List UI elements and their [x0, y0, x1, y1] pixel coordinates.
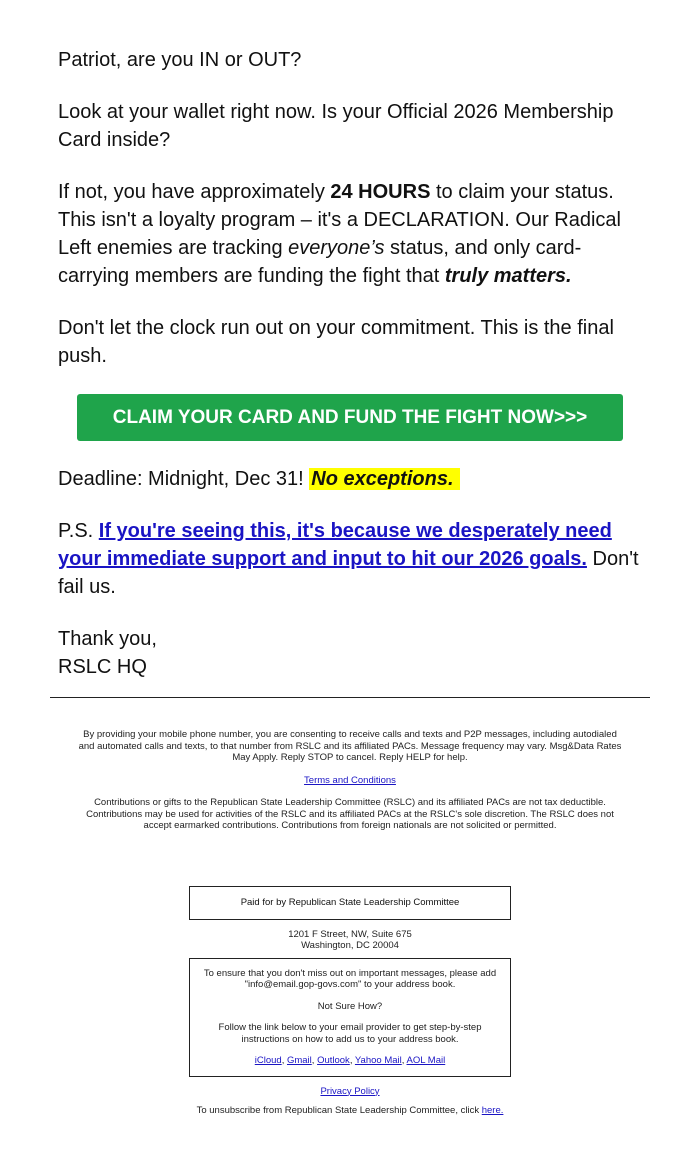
- greeting: Patriot, are you IN or OUT?: [58, 49, 302, 71]
- yahoo-mail-link[interactable]: Yahoo Mail: [354, 1055, 402, 1066]
- paid-for-text: Paid for by Republican State Leadership Committee: [240, 897, 460, 908]
- text: status, and only card-carrying members are funding the fight that: [58, 237, 582, 287]
- ps-paragraph: [58, 517, 648, 601]
- truly-matters-emphasis: truly matters.: [444, 265, 572, 287]
- unsubscribe-link[interactable]: here.: [481, 1104, 504, 1116]
- no-exceptions-highlight: No exceptions.: [309, 468, 459, 490]
- sms-disclaimer: By providing your mobile phone number, you are consenting to receive calls and texts and P2P messages, including autodialed and automated calls and texts, to that number from RSLC and its affiliated PACs. Message frequency may vary. Msg&Data Rates May Apply. Reply STOP to cancel. Reply HELP for help.: [78, 729, 622, 763]
- privacy-policy-link[interactable]: Privacy Policy: [320, 1085, 380, 1097]
- status-paragraph: [58, 178, 648, 290]
- gmail-link[interactable]: Gmail: [286, 1055, 312, 1066]
- deadline: [58, 465, 648, 493]
- icloud-link[interactable]: iCloud: [254, 1055, 282, 1066]
- outlook-link[interactable]: Outlook: [317, 1055, 350, 1066]
- ps-link[interactable]: If you're seeing this, it's because we desperately need your immediate support and input to hit our 2026 goals.: [58, 520, 612, 570]
- signoff-line: Thank you,: [58, 628, 157, 650]
- ps-suffix: Don't fail us.: [58, 548, 639, 598]
- signature: RSLC HQ: [58, 656, 147, 678]
- email-body: [58, 46, 648, 705]
- divider: [50, 697, 650, 698]
- not-sure-text: Not Sure How?: [317, 1000, 383, 1012]
- deadline-text: Deadline: Midnight, Dec 31!: [58, 468, 310, 490]
- address-line: Washington, DC 20004: [301, 939, 399, 951]
- contribution-disclaimer: Contributions or gifts to the Republican State Leadership Committee (RSLC) and its affiliated PACs are not tax deductible. Contributions may be used for activities of the RSLC and its affiliated PACs at the RSLC's sole discretion. The RSLC does not accept earmarked contributions. Contributions from foreign nationals are not solicited or permitted.: [86, 797, 614, 831]
- wallet-paragraph: Look at your wallet right now. Is your Official 2026 Membership Card inside?: [58, 101, 614, 151]
- ps-prefix: P.S.: [58, 520, 99, 542]
- paid-for-box: [189, 886, 511, 920]
- clock-paragraph: Don't let the clock run out on your commitment. This is the final push.: [58, 317, 614, 367]
- terms-link[interactable]: Terms and Conditions: [304, 774, 396, 786]
- text: If not, you have approximately: [58, 181, 331, 203]
- address: [0, 929, 700, 951]
- unsubscribe-text: To unsubscribe from Republican State Leadership Committee, click: [196, 1104, 482, 1116]
- footer-legal: [0, 886, 700, 1116]
- claim-card-button[interactable]: CLAIM YOUR CARD AND FUND THE FIGHT NOW>>>: [77, 394, 623, 441]
- aol-mail-link[interactable]: AOL Mail: [406, 1055, 446, 1066]
- address-book-box: [189, 958, 511, 1077]
- text: to claim your status. This isn't a loyalty program – it's a DECLARATION. Our Radical Left enemies are tracking: [58, 181, 621, 259]
- hours-emphasis: 24 HOURS: [330, 181, 431, 203]
- ensure-text: To ensure that you don't miss out on important messages, please add "info@email.gop-govs.com" to your address book.: [203, 967, 497, 990]
- follow-text: Follow the link below to your email provider to get step-by-step instructions on how to add us to your address book.: [218, 1022, 482, 1045]
- signoff: [58, 625, 648, 681]
- unsubscribe-line: [0, 1105, 700, 1116]
- everyone-emphasis: everyone’s: [288, 237, 385, 259]
- address-line: 1201 F Street, NW, Suite 675: [288, 928, 412, 940]
- provider-links: iCloud, Gmail, Outlook, Yahoo Mail, AOL Mail: [254, 1055, 446, 1066]
- footer: [75, 729, 625, 843]
